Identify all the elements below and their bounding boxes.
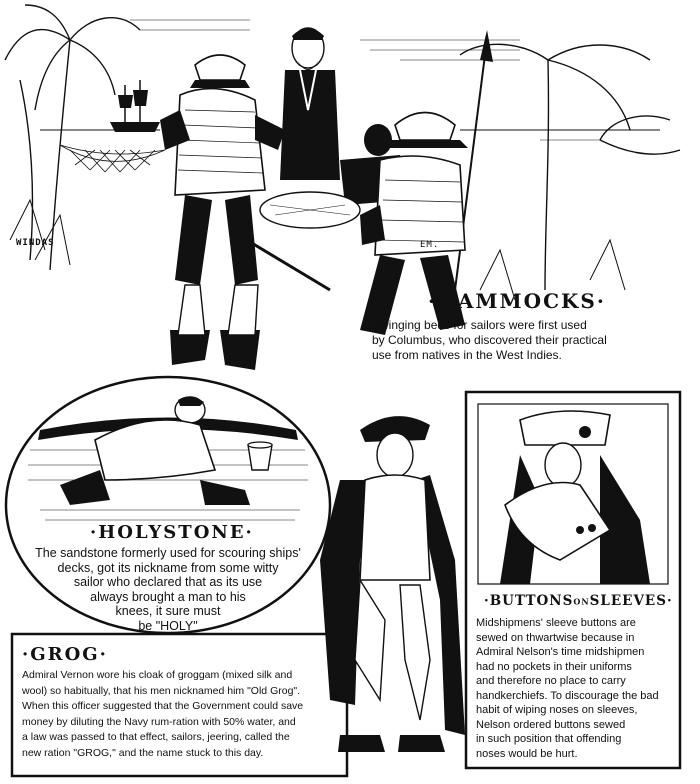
text-line: had no pockets in their uniforms bbox=[476, 660, 632, 673]
text-line: money by diluting the Navy rum-ration with 50% water, and bbox=[22, 715, 296, 728]
text-line: Admiral Nelson's time midshipmen bbox=[476, 646, 645, 658]
text-line: The sandstone formerly used for scouring ships' bbox=[35, 546, 301, 560]
text-line: sewed on thwartwise because in bbox=[476, 631, 635, 644]
text-line: use from natives in the West Indies. bbox=[372, 348, 562, 362]
text-line: habit of wiping noses on sleeves, bbox=[476, 704, 638, 716]
buttons-title-part2: SLEEVES· bbox=[589, 593, 673, 609]
holystone-title: ·HOLYSTONE· bbox=[90, 522, 254, 543]
text-line: noses would be hurt. bbox=[476, 747, 578, 760]
palm-tree-left bbox=[5, 5, 140, 270]
text-line: knees, it sure must bbox=[115, 604, 221, 618]
palm-tree-right bbox=[460, 44, 680, 290]
buttons-title-on: ON bbox=[573, 596, 590, 607]
hammocks-scene bbox=[5, 5, 680, 370]
buttons-description bbox=[476, 616, 676, 761]
text-line: a law was passed to that effect, sailors, jeering, called the bbox=[22, 731, 290, 743]
text-line: always brought a man to his bbox=[90, 589, 246, 604]
text-line: sailor who declared that as its use bbox=[73, 575, 263, 589]
text-line: Midshipmens' sleeve buttons are bbox=[476, 617, 636, 629]
holystone-description bbox=[20, 546, 316, 633]
buttons-title-part1: ·BUTTONS bbox=[484, 593, 574, 609]
hammocks-description bbox=[372, 318, 607, 363]
text-line: decks, got its nickname from some witty bbox=[57, 560, 279, 575]
hammocks-title: ·HAMMOCKS· bbox=[428, 289, 606, 313]
hammock bbox=[60, 145, 165, 172]
text-line: new ration "GROG," and the name stuck to this day. bbox=[22, 746, 264, 759]
text-line: in such position that offending bbox=[476, 733, 622, 745]
text-line: by Columbus, who discovered their practical bbox=[372, 333, 607, 347]
text-line: be "HOLY" bbox=[138, 618, 198, 633]
artist-signature: WINDAS bbox=[16, 238, 55, 248]
grog-title: ·GROG· bbox=[22, 644, 108, 665]
text-line: Nelson ordered buttons sewed bbox=[476, 718, 626, 731]
text-line: and therefore no place to carry bbox=[476, 675, 626, 687]
text-line: When this officer suggested that the Government could save bbox=[22, 700, 304, 712]
buttons-title bbox=[484, 593, 673, 609]
grog-description bbox=[22, 668, 344, 761]
text-line: handkerchiefs. To discourage the bad bbox=[476, 689, 659, 702]
standing-figure bbox=[280, 28, 340, 180]
sailing-ship bbox=[110, 80, 160, 132]
text-line: Admiral Vernon wore his cloak of groggam (mixed silk and bbox=[22, 669, 293, 681]
text-line: wool) so habitually, that his men nicknamed him "Old Grog". bbox=[22, 684, 301, 697]
text-line: Swinging beds for sailors were first used bbox=[372, 318, 587, 332]
artist-initials: EM. bbox=[420, 240, 440, 250]
